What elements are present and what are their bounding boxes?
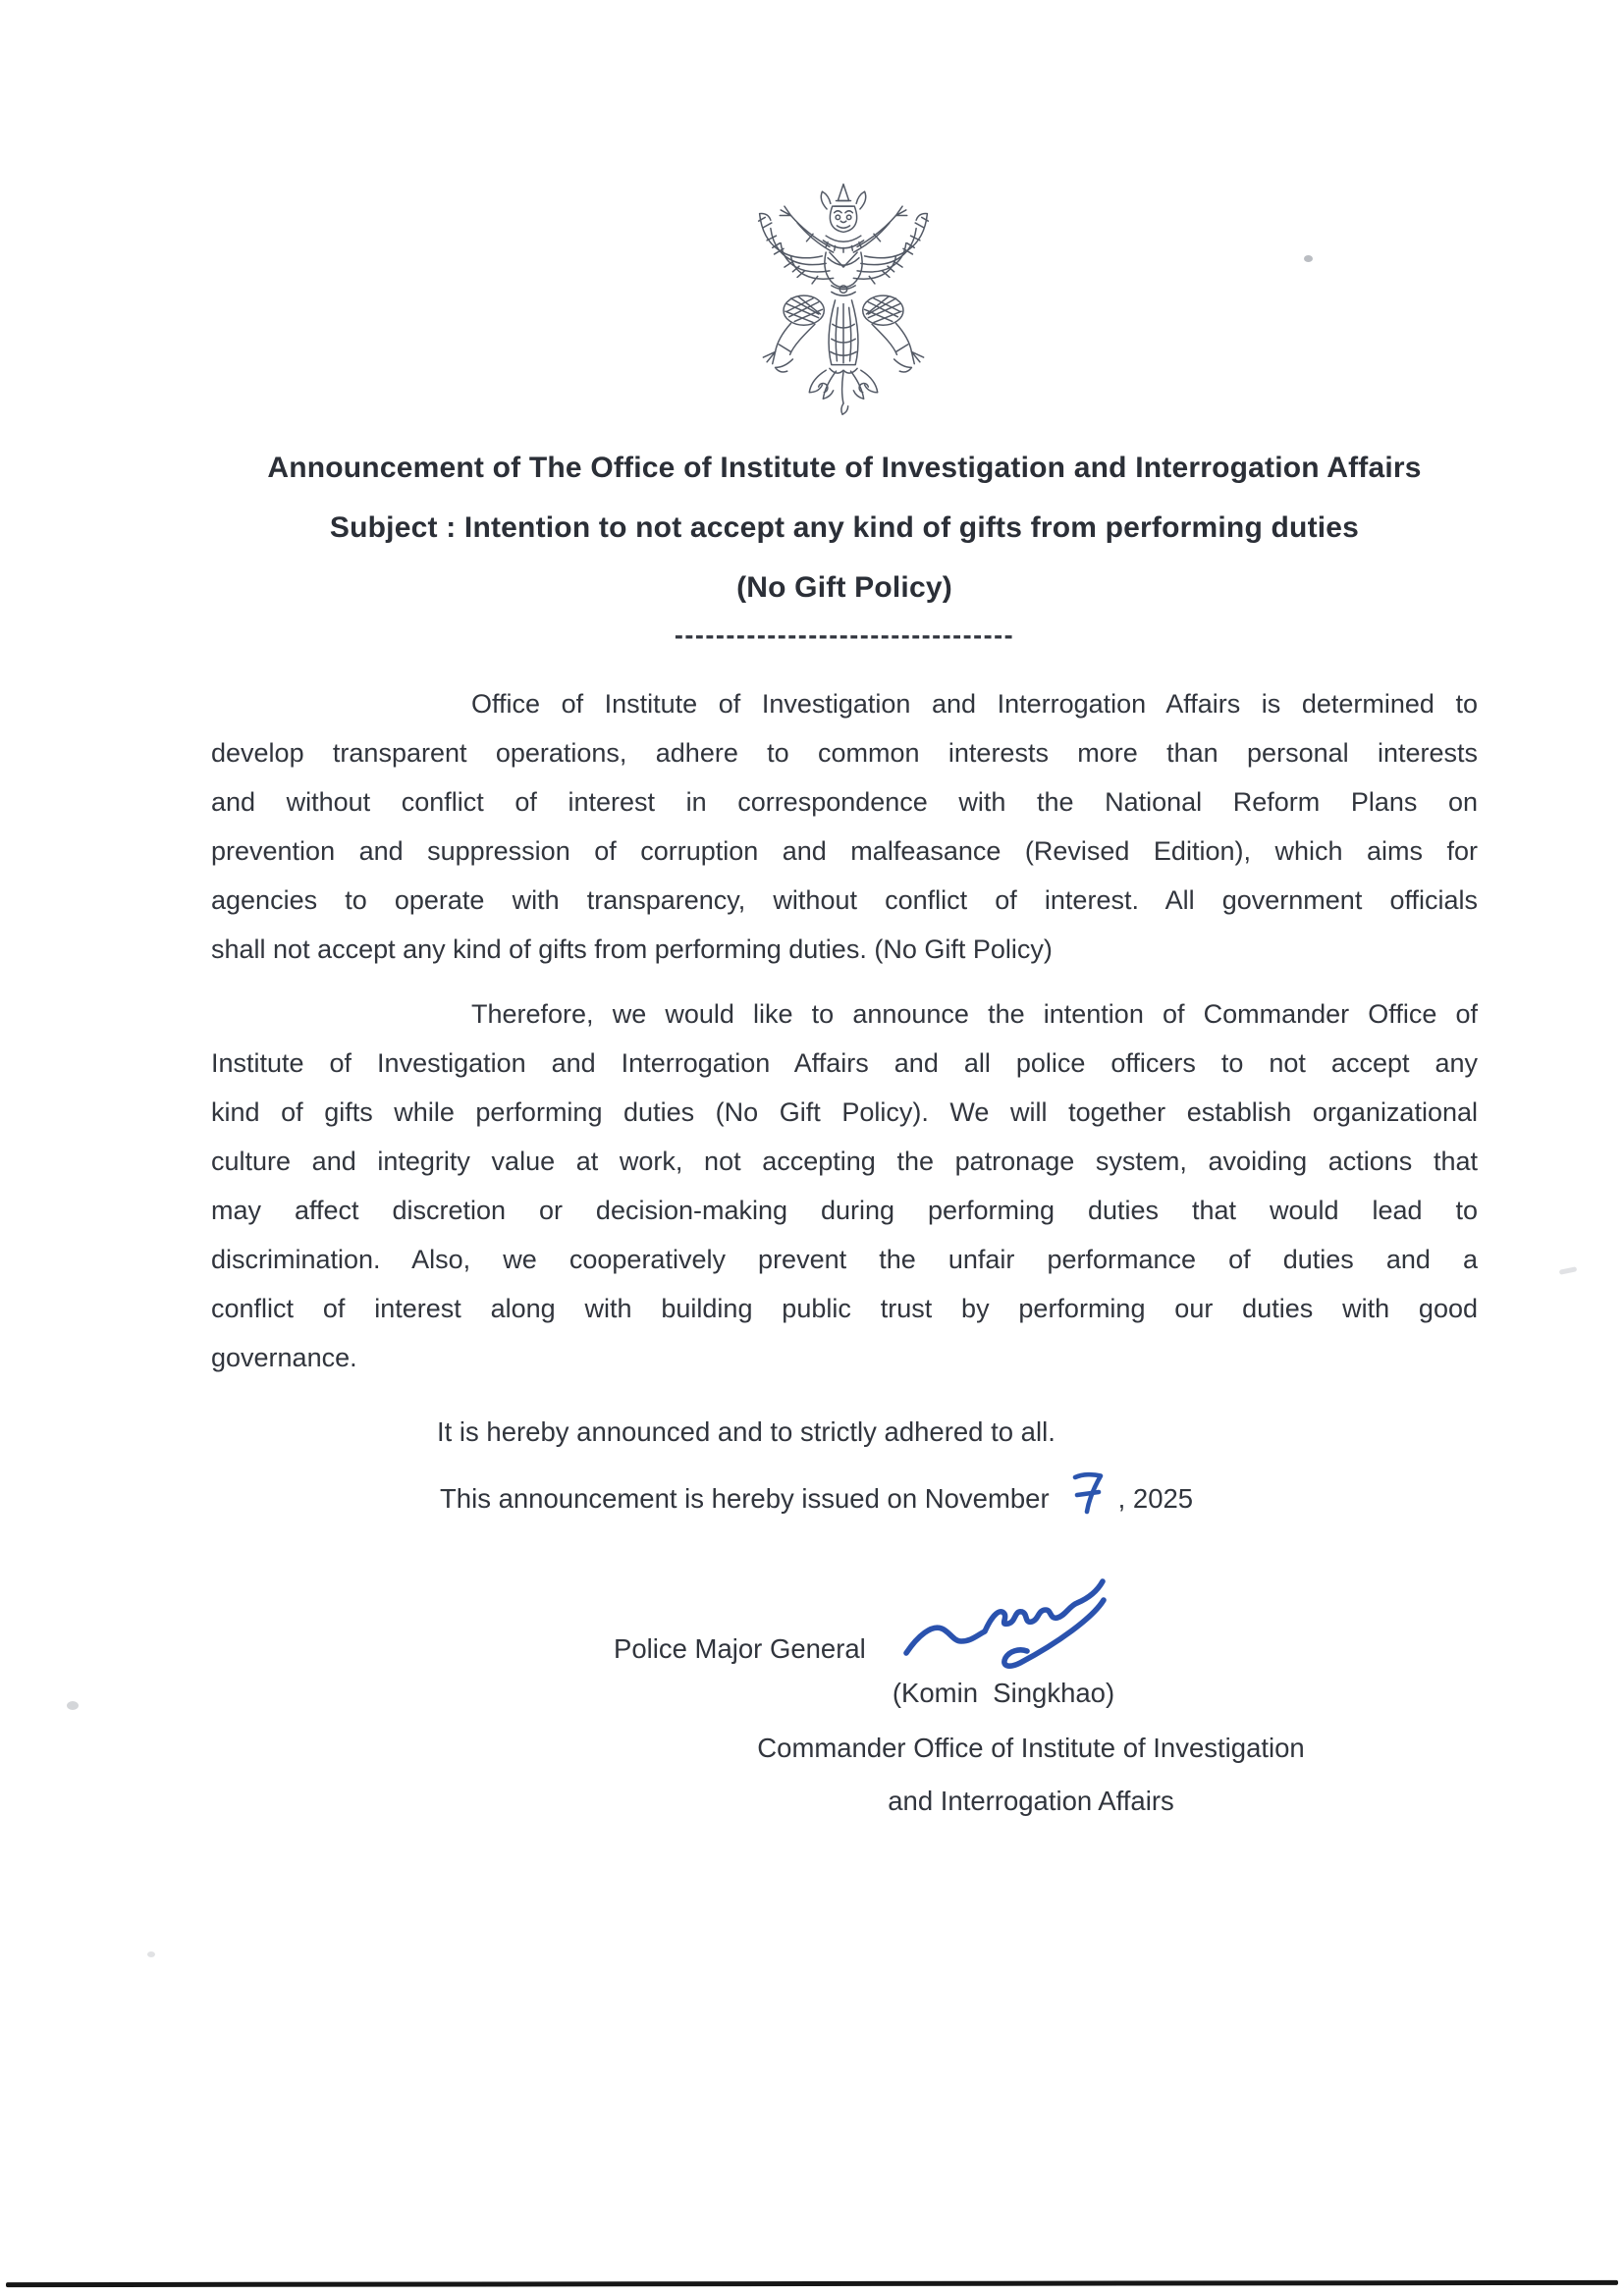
dashed-divider: --------------------------------- <box>674 620 1015 650</box>
issued-date-prefix: This announcement is hereby issued on November <box>440 1483 1050 1514</box>
paragraph-1 <box>211 679 1478 974</box>
issued-date-suffix: , 2025 <box>1117 1483 1194 1514</box>
paragraph-line: Office of Institute of Investigation and Interrogation Affairs is determined to <box>471 689 1478 719</box>
signatory-title-line-1: Commander Office of Institute of Investigation <box>757 1733 1305 1763</box>
adherence-line: It is hereby announced and to strictly adhered to all. <box>437 1416 1056 1447</box>
announcement-title: Announcement of The Office of Institute of Investigation and Interrogation Affairs <box>267 452 1422 484</box>
paragraph-2 <box>211 989 1478 1382</box>
subject-line: Subject : Intention to not accept any kind of gifts from performing duties <box>329 511 1360 544</box>
paragraph-line: conflict of interest along with building public trust by performing our duties with good <box>211 1294 1478 1323</box>
garuda-emblem <box>734 179 952 418</box>
scan-speck <box>1304 255 1313 262</box>
signatory-name: (Komin Singkhao) <box>892 1678 1115 1708</box>
paragraph-line: kind of gifts while performing duties (No Gift Policy). We will together establish organizational <box>211 1097 1478 1127</box>
policy-line: (No Gift Policy) <box>736 571 952 604</box>
scan-speck <box>147 1951 155 1957</box>
signature-ink <box>898 1569 1129 1682</box>
paragraph-line: may affect discretion or decision-making during performing duties that would lead to <box>211 1196 1478 1225</box>
paragraph-line: shall not accept any kind of gifts from performing duties. (No Gift Policy) <box>211 934 1053 964</box>
paragraph-line: agencies to operate with transparency, without conflict of interest. All government officials <box>211 885 1478 915</box>
scan-edge-line <box>6 2280 1618 2287</box>
paragraph-line: governance. <box>211 1343 357 1372</box>
document-header <box>211 438 1478 617</box>
issued-date-line <box>440 1470 1193 1531</box>
paragraph-line: prevention and suppression of corruption and malfeasance (Revised Edition), which aims for <box>211 836 1478 866</box>
handwritten-day-7 <box>1071 1470 1105 1531</box>
signatory-rank: Police Major General <box>614 1633 866 1664</box>
scan-speck <box>67 1701 79 1710</box>
paragraph-line: Therefore, we would like to announce the intention of Commander Office of <box>471 999 1478 1029</box>
paragraph-line: Institute of Investigation and Interrogation Affairs and all police officers to not accept any <box>211 1048 1478 1078</box>
paragraph-line: culture and integrity value at work, not accepting the patronage system, avoiding actions that <box>211 1147 1478 1176</box>
paragraph-line: develop transparent operations, adhere to common interests more than personal interests <box>211 738 1478 768</box>
paragraph-line: discrimination. Also, we cooperatively prevent the unfair performance of duties and a <box>211 1245 1478 1274</box>
signatory-title-line-2: and Interrogation Affairs <box>888 1786 1174 1816</box>
scan-speck <box>1559 1266 1578 1275</box>
paragraph-line: and without conflict of interest in correspondence with the National Reform Plans on <box>211 787 1478 817</box>
